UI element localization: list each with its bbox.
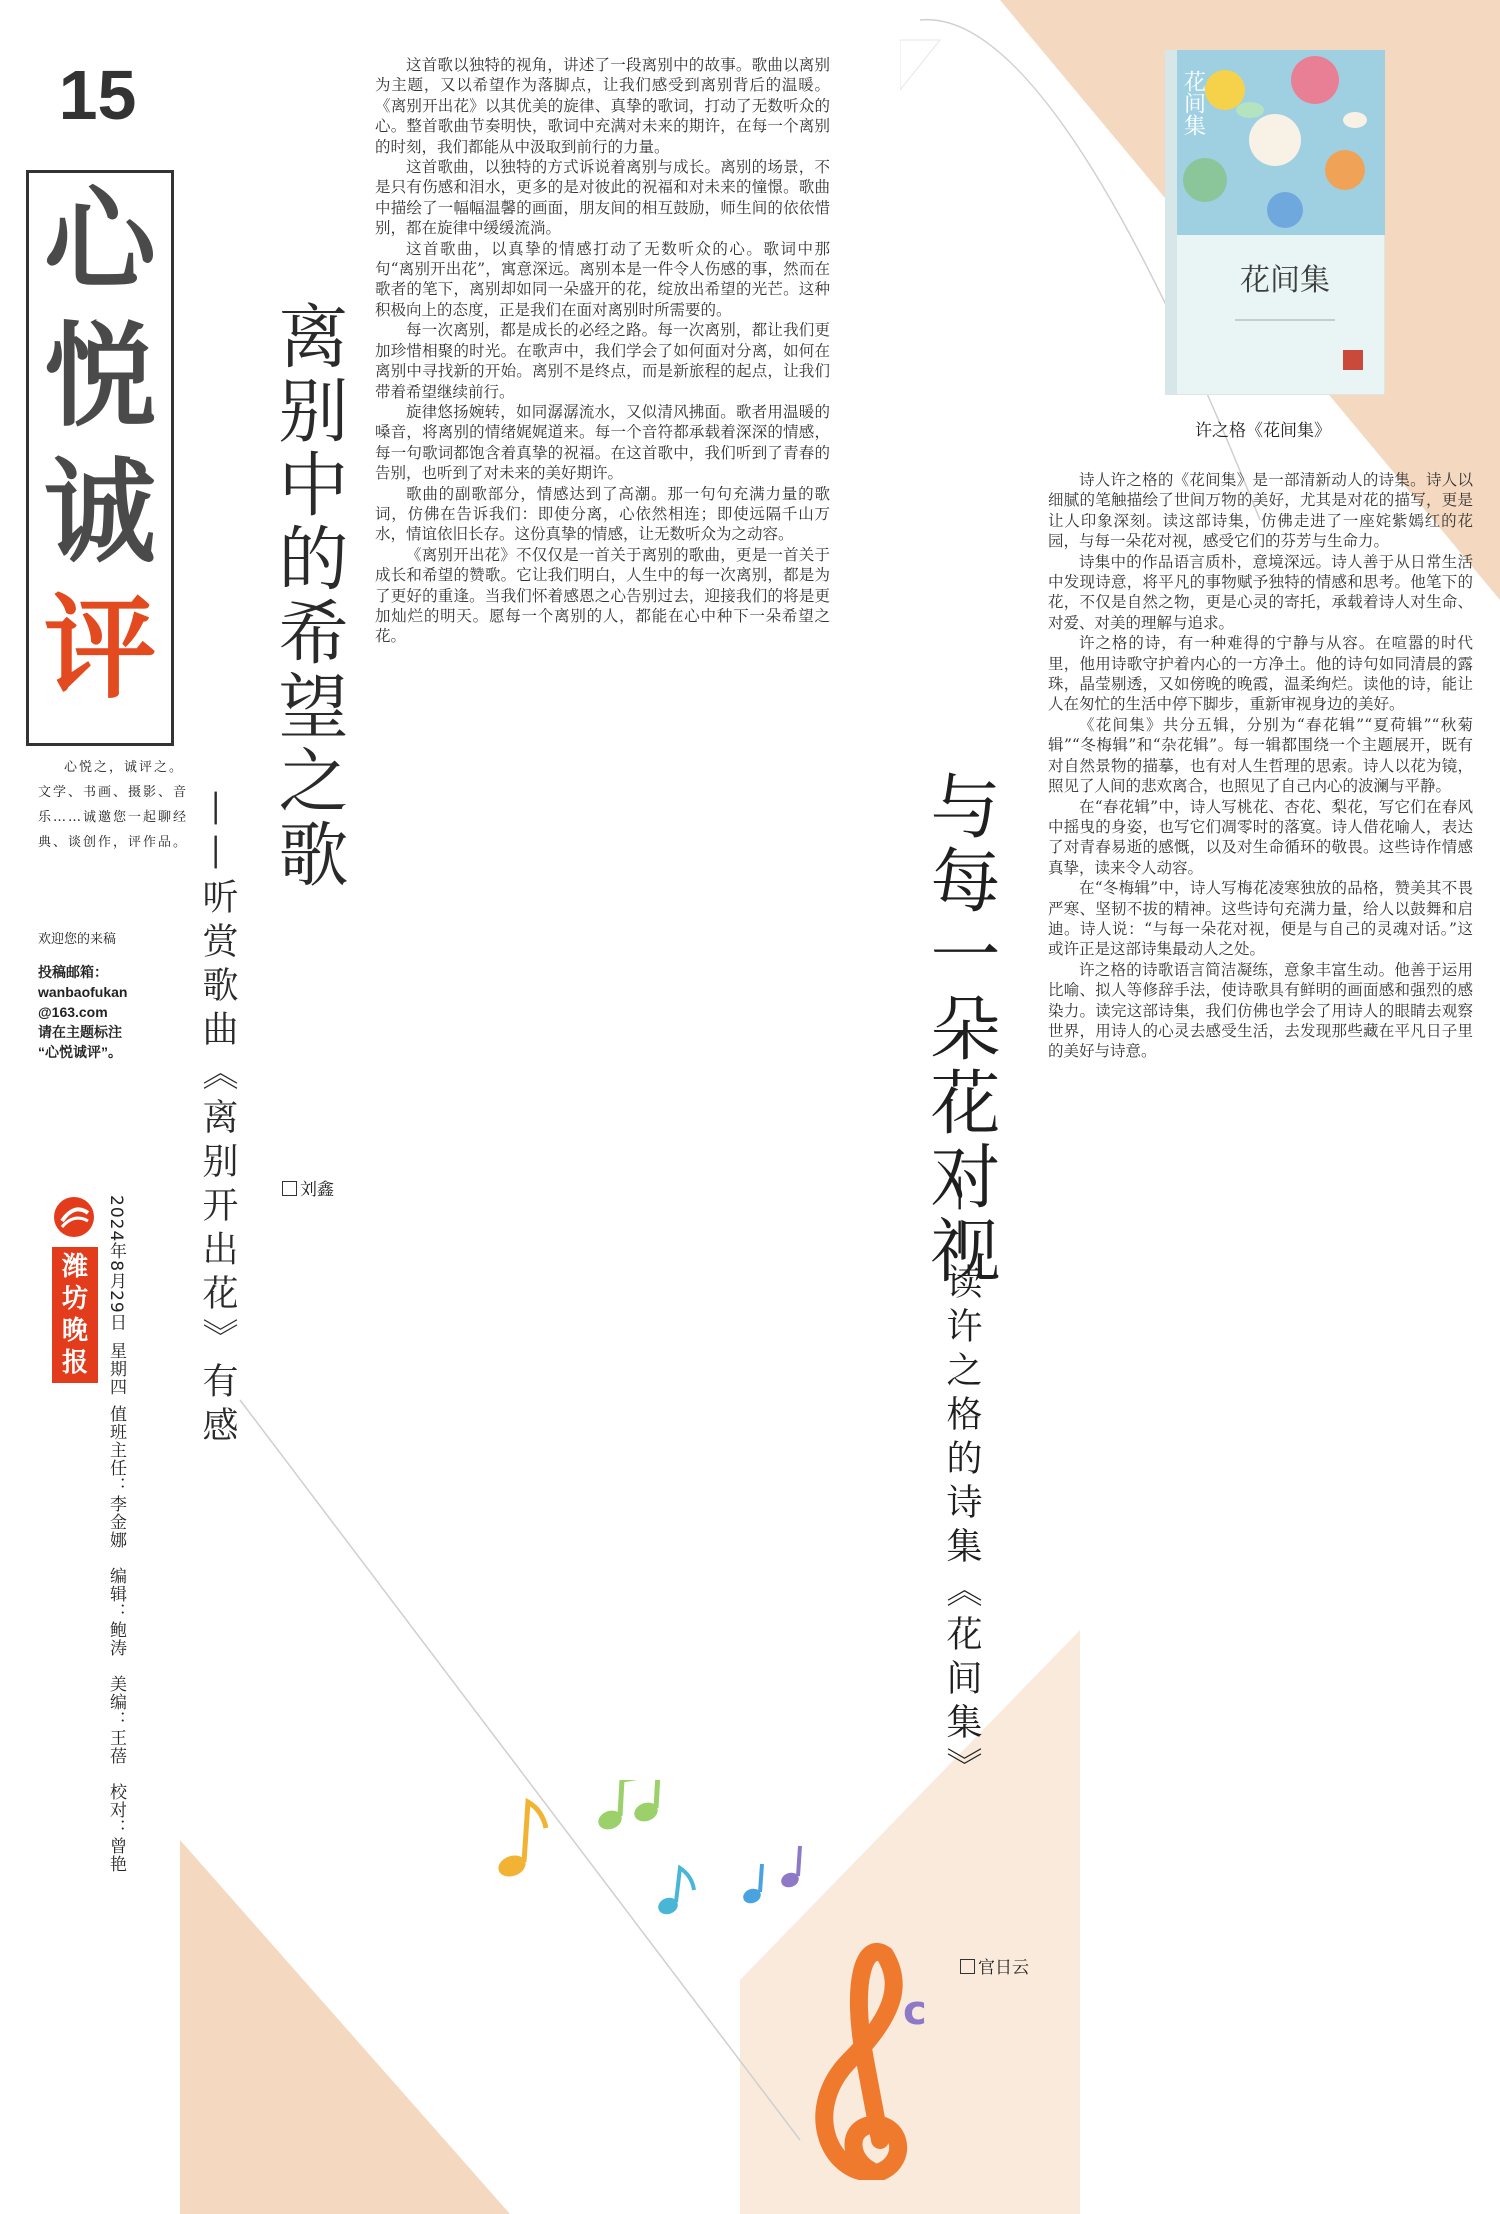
issue-date: 2024年8月29日: [106, 1195, 126, 1332]
contact-email-domain: @163.com: [38, 1004, 108, 1020]
contact-note: “心悦诚评”。: [38, 1044, 122, 1060]
column-intro-text: 心悦之，诚评之。文学、书画、摄影、音乐……诚邀您一起聊经典、谈创作，评作品。: [38, 760, 189, 850]
contact-label: 投稿邮箱：: [38, 964, 108, 980]
article-paragraph: 许之格的诗歌语言简洁凝练，意象丰富生动。他善于运用比喻、拟人等修辞手法，使诗歌具有鲜明的画面感和强烈的感染力。读完这部诗集，我们仿佛也学会了用诗人的眼睛去观察世界，用诗人的心灵去感受生活，去发现那些藏在平凡日子里的美好与诗意。: [1048, 960, 1473, 1061]
svg-text:c: c: [903, 1988, 927, 2034]
article-byline: [960, 1953, 1029, 1978]
music-note-icon: [495, 1802, 546, 1880]
article-paragraph: 每一次离别，都是成长的必经之路。每一次离别，都让我们更加珍惜相聚的时光。在歌声中，我们学会了如何面对分离，如何在离别中寻找新的开始。离别不是终点，而是新旅程的起点，让我们带着希望继续前行。: [375, 321, 830, 401]
music-notes-decoration: [470, 1780, 940, 2180]
article-author: 刘鑫: [300, 1180, 334, 1200]
book-cover-image: [1165, 50, 1385, 395]
column-welcome: 欢迎您的来稿: [38, 932, 117, 947]
article-paragraph: 诗人许之格的《花间集》是一部清新动人的诗集。诗人以细腻的笔触描绘了世间万物的美好，尤其是对花的描写，更是让人印象深刻。读这部诗集，仿佛走进了一座姹紫嫣红的花园，与每一朵花对视，感受它们的芬芳与生命力。: [1048, 471, 1473, 551]
article-body: [1048, 470, 1473, 2195]
article-paragraph: 在“春花辑”中，诗人写桃花、杏花、梨花，写它们在春风中摇曳的身姿，也写它们凋零时的落寞。诗人借花喻人，表达了对青春易逝的感慨，以及对生命循环的敬畏。这些诗作情感真挚，读来令人动容。: [1048, 797, 1473, 877]
byline-box-icon: [282, 1181, 297, 1196]
article-paragraph: 这首歌曲，以独特的方式诉说着离别与成长。离别的场景，不是只有伤感和泪水，更多的是对彼此的祝福和对未来的憧憬。歌曲中描绘了一幅幅温馨的画面，朋友间的相互鼓励，师生间的依依惜别，都在旋律中缓缓流淌。: [375, 158, 830, 238]
article-paragraph: 许之格的诗，有一种难得的宁静与从容。在喧嚣的时代里，他用诗歌守护着内心的一方净土。他的诗句如同清晨的露珠，晶莹剔透，又如傍晚的晚霞，温柔绚烂。读他的诗，能让人在匆忙的生活中停下脚步，重新审视身边的美好。: [1048, 634, 1473, 714]
article-title: 与每一朵花对视: [919, 770, 1001, 1288]
column-title-char: 心: [44, 175, 156, 306]
byline-box-icon: [960, 1959, 975, 1974]
submission-contact: [38, 962, 198, 1062]
article-subtitle: ——读许之格的诗集《花间集》: [941, 1175, 982, 1791]
treble-clef-icon: [824, 1952, 898, 2173]
music-note-icon: [779, 1846, 801, 1890]
contact-email: wanbaofukan: [38, 984, 128, 1000]
article-paragraph: 旋律悠扬婉转，如同潺潺流水，又似清风拂面。歌者用温暖的嗓音，将离别的情绪娓娓道来。每一个音符都承载着深深的情感，每一句歌词都饱含着真挚的祝福。在这首歌中，我们听到了青春的告别，也听到了对未来的美好期许。: [375, 402, 830, 483]
article-paragraph: 歌曲的副歌部分，情感达到了高潮。那一句句充满力量的歌词，仿佛在告诉我们：即使分离，心依然相连；即使远隔千山万水，情谊依旧长存。这份真挚的情感，让无数听众为之动容。: [375, 484, 830, 544]
staff-credits: 值班主任：李金娜 编辑：鲍涛 美编：王蓓 校对：曾艳: [106, 1405, 126, 1873]
newspaper-logo: [44, 1195, 106, 1378]
book-caption: 许之格《花间集》: [1195, 421, 1331, 441]
music-note-icon: [741, 1864, 763, 1906]
article-paragraph: 这首歌曲，以真挚的情感打动了无数听众的心。歌词中那句“离别开出花”，寓意深远。离别本是一件令人伤感的事，然而在歌者的笔下，离别却如同一朵盛开的花，绽放出希望的光芒。这种积极向上的态度，正是我们在面对离别时所需要的。: [375, 239, 830, 319]
column-intro: [38, 755, 188, 855]
contact-note: 请在主题标注: [38, 1024, 122, 1040]
column-title-char: 悦: [44, 311, 156, 442]
article-title: 离别中的希望之歌: [267, 300, 349, 892]
page-number: 15: [58, 56, 137, 134]
article-paragraph: 《花间集》共分五辑，分别为“春花辑”“夏荷辑”“秋菊辑”“冬梅辑”和“杂花辑”。每一辑都围绕一个主题展开，既有对自然景物的描摹，也有对人生哲理的思索。诗人以花为镜，照见了人间的悲欢离合，也照见了自己内心的波澜与平静。: [1048, 715, 1473, 796]
article-paragraph: 《离别开出花》不仅仅是一首关于离别的歌曲，更是一首关于成长和希望的赞歌。它让我们明白，人生中的每一次离别，都是为了更好的重逢。当我们怀着感恩之心告别过去，迎接我们的将是更加灿烂的明天。愿每一个离别的人，都能在心中种下一朵希望之花。: [375, 545, 830, 646]
column-title-char: 诚: [44, 447, 156, 578]
article-byline: [282, 1175, 334, 1200]
article-author: 官日云: [978, 1958, 1029, 1978]
svg-text:花间集: 花间集: [1180, 70, 1206, 136]
book-cover-title: 花间集: [1240, 263, 1330, 298]
article-paragraph: 诗集中的作品语言质朴，意境深远。诗人善于从日常生活中发现诗意，将平凡的事物赋予独特的情感和思考。他笔下的花，不仅是自然之物，更是心灵的寄托，承载着诗人对生命、对爱、对美的理解与追求。: [1048, 552, 1473, 632]
article-body: [375, 55, 830, 1565]
column-title: [26, 170, 174, 746]
music-note-icon: [656, 1868, 694, 1917]
issue-weekday: 星期四: [106, 1342, 126, 1396]
music-note-icon: [596, 1780, 661, 1833]
article-paragraph: 这首歌以独特的视角，讲述了一段离别中的故事。歌曲以离别为主题，又以希望作为落脚点，让我们感受到离别背后的温暖。《离别开出花》以其优美的旋律、真挚的歌词，打动了无数听众的心。整首歌曲节奏明快，歌词中充满对未来的期许，在每一个离别的时刻，我们都能从中汲取到前行的力量。: [375, 56, 830, 156]
column-title-char: 评: [44, 583, 156, 714]
newspaper-emblem-icon: [52, 1195, 96, 1239]
article-subtitle: ——听赏歌曲《离别开出花》有感: [197, 790, 238, 1450]
article-paragraph: 在“冬梅辑”中，诗人写梅花凌寒独放的品格，赞美其不畏严寒、坚韧不拔的精神。这些诗句充满力量，给人以鼓舞和启迪。诗人说：“与每一朵花对视，便是与自己的灵魂对话。”这或许正是这部诗集最动人之处。: [1048, 879, 1473, 959]
newspaper-name: 潍坊晚报: [52, 1247, 98, 1383]
